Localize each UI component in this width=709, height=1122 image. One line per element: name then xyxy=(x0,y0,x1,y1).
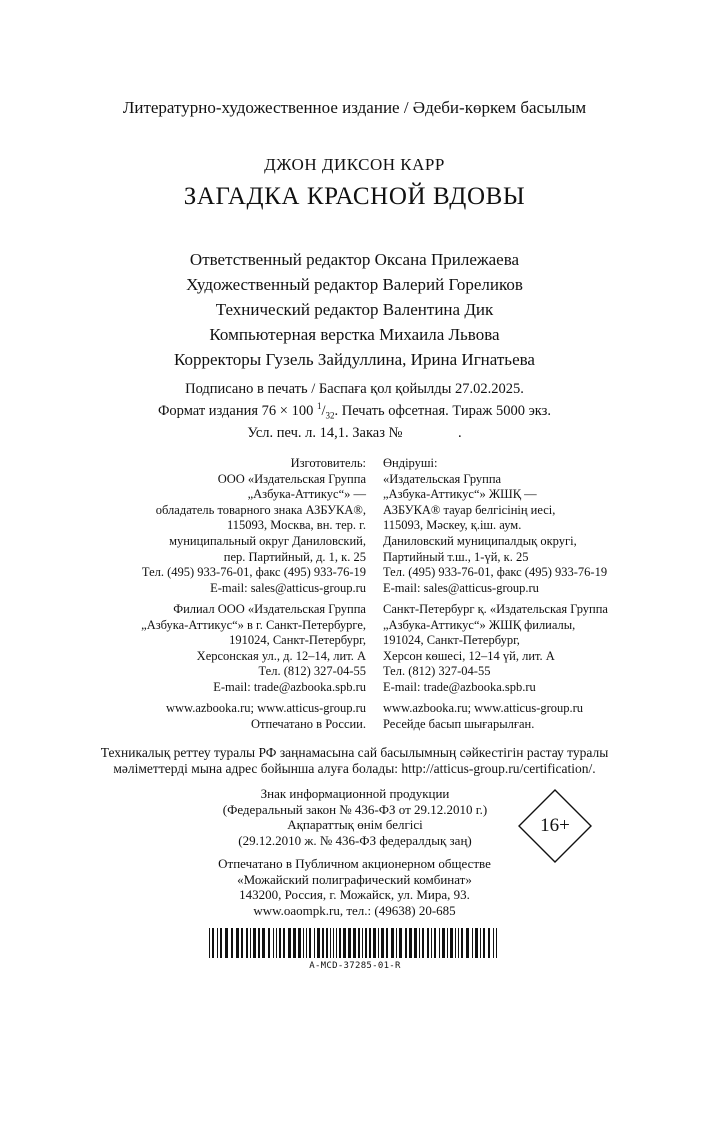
web-kz-line: Ресейде басып шығарылған. xyxy=(383,716,535,731)
printer-line: www.oaompk.ru, тел.: (49638) 20-685 xyxy=(253,902,456,918)
barcode-bar xyxy=(268,928,270,958)
barcode-bar xyxy=(378,928,379,958)
barcode-bar xyxy=(365,928,367,958)
publisher-ru-line: „Азбука-Аттикус“» — xyxy=(247,487,366,502)
barcode-bar xyxy=(358,928,360,958)
barcode-bar xyxy=(253,928,256,958)
branch-ru-line: Филиал ООО «Издательская Группа xyxy=(173,602,366,616)
barcode-bar xyxy=(419,928,420,958)
volume-end: . xyxy=(458,424,462,441)
signed-line: Подписано в печать / Баспаға қол қойылды 27.02.2025. xyxy=(185,381,524,397)
barcode-label: A-MCD-37285-01-R xyxy=(309,961,401,971)
info-sign-line: Ақпараттық өнім белгісі xyxy=(287,817,423,833)
publisher-ru-line: 115093, Москва, вн. тер. г. xyxy=(226,518,366,533)
tech-regulation-line: мәліметтерді мына адрес бойынша алуға болады: http://atticus-group.ru/certification/. xyxy=(113,761,596,776)
barcode-bar xyxy=(447,928,448,958)
branch-ru-line: „Азбука-Аттикус“» в г. Санкт-Петербурге, xyxy=(141,617,366,632)
barcode-bar xyxy=(279,928,281,958)
branch-kz-line: Санкт-Петербург қ. «Издательская Группа xyxy=(383,602,608,616)
barcode-bar xyxy=(339,928,341,958)
branch-ru-line: 191024, Санкт-Петербург, xyxy=(229,633,366,648)
tech-regulation-line: Техникалық реттеу туралы РФ заңнамасына сай басылымның сәйкестігін растау туралы xyxy=(100,745,609,760)
barcode-bar xyxy=(250,928,251,958)
age-rating-badge xyxy=(518,789,592,863)
publisher-kz-line: Даниловский муниципалдық округі, xyxy=(383,533,577,548)
publisher-ru-line: Изготовитель: xyxy=(290,456,366,470)
barcode-bar xyxy=(326,928,328,958)
barcode-bar xyxy=(381,928,384,958)
author-name: ДЖОН ДИКСОН КАРР xyxy=(264,155,445,174)
barcode-bar xyxy=(303,928,304,958)
barcode-bar xyxy=(246,928,248,958)
barcode-bar xyxy=(422,928,424,958)
volume-line xyxy=(0,425,709,442)
credit-line: Технический редактор Валентина Дик xyxy=(215,300,494,319)
info-sign-line: Знак информационной продукции xyxy=(260,786,450,801)
barcode-bar xyxy=(493,928,494,958)
barcode-bar xyxy=(362,928,363,958)
barcode-bar xyxy=(442,928,445,958)
barcode-bar xyxy=(458,928,459,958)
print-info xyxy=(0,381,709,442)
barcode-bar xyxy=(369,928,371,958)
printer-info xyxy=(0,856,709,918)
barcode-bar xyxy=(488,928,490,958)
publisher-kz-line: „Азбука-Аттикус“» ЖШҚ — xyxy=(383,487,537,502)
publisher-ru-line: пер. Партийный, д. 1, к. 25 xyxy=(223,549,366,564)
branch-kz-line: „Азбука-Аттикус“» ЖШҚ филиалы, xyxy=(383,617,576,632)
barcode-bar xyxy=(262,928,265,958)
printer-line: «Можайский полиграфический комбинат» xyxy=(237,871,472,887)
credit-line: Ответственный редактор Оксана Прилежаева xyxy=(189,250,520,269)
publisher-ru-line: E-mail: sales@atticus-group.ru xyxy=(210,580,366,595)
credit-line: Корректоры Гузель Зайдуллина, Ирина Игнатьева xyxy=(174,350,535,369)
branch-ru xyxy=(141,602,366,696)
barcode-bar xyxy=(391,928,394,958)
barcode-bar xyxy=(225,928,228,958)
credits-list xyxy=(0,247,709,372)
barcode-bar xyxy=(466,928,469,958)
barcode-bar xyxy=(330,928,331,958)
barcode-bar xyxy=(450,928,453,958)
format-sup: 1 xyxy=(316,401,322,411)
publisher-kz-line: Партийный т.ш., 1-үй, к. 25 xyxy=(383,549,529,564)
web-ru-line: Отпечатано в России. xyxy=(251,716,366,731)
web-ru-line: www.azbooka.ru; www.atticus-group.ru xyxy=(165,701,366,715)
volume-text: Усл. печ. л. 14,1. Заказ № xyxy=(247,424,403,441)
barcode-bar xyxy=(434,928,436,958)
barcode-bar xyxy=(405,928,407,958)
publisher-kz-line: 115093, Мәскеу, қ.іш. аум. xyxy=(383,518,522,533)
publisher-ru-line: обладатель товарного знака АЗБУКА®, xyxy=(155,502,366,517)
barcode-bar xyxy=(217,928,218,958)
branch-kz-line: Тел. (812) 327-04-55 xyxy=(383,664,491,679)
barcode-bar xyxy=(396,928,397,958)
info-sign-text xyxy=(200,786,510,848)
barcode-bar xyxy=(409,928,412,958)
publisher-ru-line: муниципальный округ Даниловский, xyxy=(169,533,366,548)
publisher-kz-line: АЗБУКА® тауар белгісінің иесі, xyxy=(383,502,556,517)
barcode-bar xyxy=(209,928,210,958)
barcode-bar xyxy=(353,928,356,958)
barcode-bar xyxy=(298,928,301,958)
branch-kz-line: E-mail: trade@azbooka.spb.ru xyxy=(383,679,536,694)
barcode-bar xyxy=(283,928,285,958)
tech-regulation xyxy=(0,745,709,777)
publisher-kz-line: Тел. (495) 933-76-01, факс (495) 933-76-19 xyxy=(383,565,608,580)
book-title: ЗАГАДКА КРАСНОЙ ВДОВЫ xyxy=(183,183,526,210)
barcode-bar xyxy=(414,928,417,958)
web-kz xyxy=(383,701,583,732)
publisher-ru-line: ООО «Издательская Группа xyxy=(217,471,366,486)
branch-ru-line: E-mail: trade@azbooka.spb.ru xyxy=(213,679,366,694)
barcode-bar xyxy=(317,928,320,958)
barcode-bar xyxy=(258,928,260,958)
barcode-bar xyxy=(386,928,388,958)
barcode-icon xyxy=(209,928,501,958)
format-sub: 32 xyxy=(325,410,335,421)
barcode-bar xyxy=(288,928,291,958)
barcode-bar xyxy=(480,928,481,958)
barcode-bar xyxy=(293,928,296,958)
barcode-bar xyxy=(336,928,337,958)
printer-line: 143200, Россия, г. Можайск, ул. Мира, 93. xyxy=(239,887,470,903)
barcode-bar xyxy=(439,928,440,958)
branch-kz-line: 191024, Санкт-Петербург, xyxy=(383,633,520,648)
publisher-ru xyxy=(142,456,366,596)
branch-kz-line: Херсон көшесі, 12–14 үй, лит. А xyxy=(383,648,555,663)
barcode-bar xyxy=(306,928,307,958)
barcode-bar xyxy=(309,928,311,958)
info-sign-line: (Федеральный закон № 436-ФЗ от 29.12.2010 г.) xyxy=(222,801,488,817)
barcode-bar xyxy=(212,928,214,958)
format-suffix: . Печать офсетная. Тираж 5000 экз. xyxy=(334,402,552,419)
barcode-bar xyxy=(231,928,233,958)
web-kz-line: www.azbooka.ru; www.atticus-group.ru xyxy=(383,701,584,715)
credit-line: Компьютерная верстка Михаила Львова xyxy=(209,325,500,344)
web-ru xyxy=(166,701,366,732)
publisher-kz-line: E-mail: sales@atticus-group.ru xyxy=(383,580,539,595)
barcode-bar xyxy=(472,928,473,958)
branch-kz xyxy=(383,602,608,696)
barcode-bar xyxy=(399,928,402,958)
barcode-bar xyxy=(475,928,478,958)
barcode-bar xyxy=(373,928,376,958)
format-line: Формат издания 76 × 100 $^1/_{32}$. Печать офсетная. Тираж 5000 экз. xyxy=(157,401,552,421)
publisher-ru-line: Тел. (495) 933-76-01, факс (495) 933-76-19 xyxy=(141,565,366,580)
barcode-bar xyxy=(348,928,351,958)
barcode-bar xyxy=(431,928,432,958)
info-sign-line: (29.12.2010 ж. № 436-ФЗ федералдық заң) xyxy=(238,832,472,848)
barcode-bar xyxy=(483,928,485,958)
series-line: Литературно-художественное издание / Әдеби-көркем басылым xyxy=(122,98,587,117)
barcode-bar xyxy=(333,928,334,958)
barcode-bar xyxy=(455,928,456,958)
barcode-bar xyxy=(276,928,277,958)
credit-line: Художественный редактор Валерий Гореликов xyxy=(186,275,523,294)
barcode-bar xyxy=(427,928,429,958)
barcode-bar xyxy=(322,928,324,958)
publisher-kz-line: «Издательская Группа xyxy=(383,471,502,486)
age-rating-label: 16+ xyxy=(540,815,570,836)
barcode-bar xyxy=(220,928,222,958)
barcode-bar xyxy=(314,928,315,958)
branch-ru-line: Херсонская ул., д. 12–14, лит. А xyxy=(196,648,366,663)
barcode-bar xyxy=(343,928,346,958)
barcode-bar xyxy=(273,928,274,958)
barcode-bar xyxy=(496,928,497,958)
publisher-kz xyxy=(383,456,607,596)
barcode-bar xyxy=(236,928,239,958)
branch-ru-line: Тел. (812) 327-04-55 xyxy=(258,664,366,679)
printer-line: Отпечатано в Публичном акционерном обществе xyxy=(218,856,491,871)
barcode-bar xyxy=(461,928,463,958)
format-prefix: Формат издания 76 × 100 xyxy=(157,402,314,419)
barcode-bar xyxy=(241,928,243,958)
publisher-kz-line: Өндіруші: xyxy=(383,456,438,470)
